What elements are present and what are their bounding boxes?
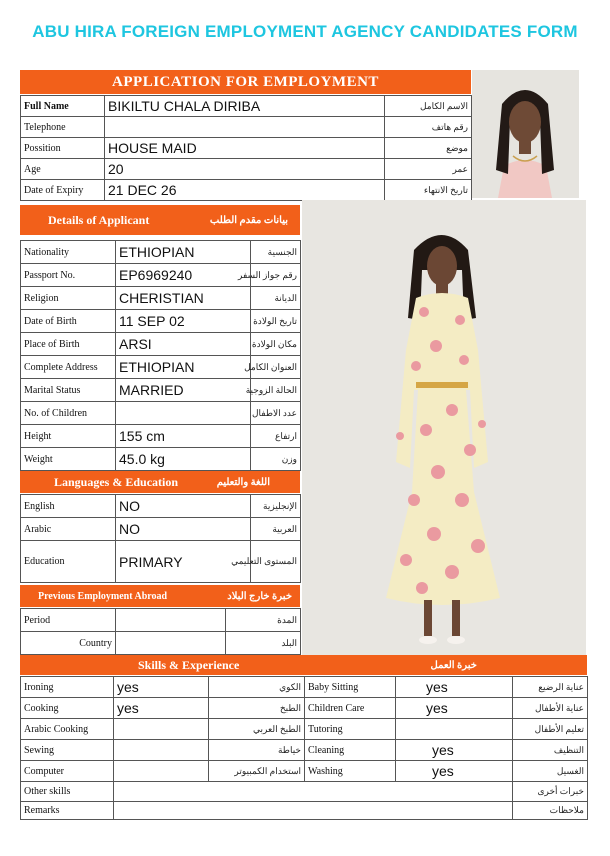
sewing-field[interactable]: [114, 740, 209, 761]
height-field[interactable]: 155 cm: [116, 425, 251, 448]
dob-field[interactable]: 11 SEP 02: [116, 310, 251, 333]
expiry-label: Date of Expiry: [21, 180, 105, 201]
country-arabic: البلد: [226, 632, 301, 655]
languages-section-header: [20, 471, 300, 493]
other-skills-label: Other skills: [21, 782, 114, 802]
dob-label: Date of Birth: [21, 310, 116, 333]
full-name-field[interactable]: BIKILTU CHALA DIRIBA: [105, 96, 385, 117]
field-row-age: [21, 159, 472, 180]
marital-label: Marital Status: [21, 379, 116, 402]
previous-employment-title: Previous Employment Abroad: [38, 590, 168, 602]
details-row: [21, 287, 301, 310]
arabic-cooking-label: Arabic Cooking: [21, 719, 114, 740]
address-label: Complete Address: [21, 356, 116, 379]
education-field[interactable]: PRIMARY: [116, 541, 251, 583]
skills-title: Skills & Experience: [138, 657, 240, 672]
marital-arabic: الحالة الزوجية: [251, 379, 301, 402]
passport-field[interactable]: EP6969240: [116, 264, 251, 287]
skills-table: [20, 676, 588, 820]
height-label: Height: [21, 425, 116, 448]
details-title: Details of Applicant: [48, 212, 150, 227]
telephone-field[interactable]: [105, 117, 385, 138]
baby-sitting-arabic: عناية الرضيع: [513, 677, 588, 698]
english-arabic: الإنجليزية: [251, 495, 301, 518]
remarks-label: Remarks: [21, 802, 114, 820]
form-title: APPLICATION FOR EMPLOYMENT: [20, 70, 471, 94]
full-body-portrait-icon: [302, 200, 586, 662]
pob-field[interactable]: ARSI: [116, 333, 251, 356]
age-arabic: عمر: [385, 159, 472, 180]
skills-row: [21, 740, 588, 761]
computer-arabic: استخدام الكمبيوتر: [209, 761, 305, 782]
details-row: [21, 425, 301, 448]
washing-label: Washing: [305, 761, 396, 782]
languages-row: [21, 495, 301, 518]
details-row: [21, 264, 301, 287]
children-care-arabic: عناية الأطفال: [513, 698, 588, 719]
details-row: [21, 448, 301, 471]
washing-field[interactable]: yes: [396, 761, 513, 782]
arabic-label: Arabic: [21, 518, 116, 541]
period-field[interactable]: [116, 609, 226, 632]
age-label: Age: [21, 159, 105, 180]
top-fields-table: [20, 95, 472, 201]
weight-arabic: وزن: [251, 448, 301, 471]
marital-field[interactable]: MARRIED: [116, 379, 251, 402]
full-name-label: Full Name: [21, 96, 105, 117]
details-row: [21, 310, 301, 333]
field-row-position: [21, 138, 472, 159]
other-skills-arabic: خبرات أخرى: [513, 782, 588, 802]
languages-title: Languages & Education: [54, 474, 179, 489]
previous-employment-table: [20, 608, 301, 655]
dob-arabic: تاريخ الولادة: [251, 310, 301, 333]
telephone-arabic: رقم هاتف: [385, 117, 472, 138]
field-row-full-name: [21, 96, 472, 117]
previous-employment-header: [20, 585, 300, 607]
skills-arabic-title: خبرة العمل: [430, 659, 477, 671]
languages-row: [21, 518, 301, 541]
arabic-cooking-field[interactable]: [114, 719, 209, 740]
skills-row: [21, 719, 588, 740]
cooking-label: Cooking: [21, 698, 114, 719]
period-row: [21, 609, 301, 632]
period-arabic: المدة: [226, 609, 301, 632]
cooking-arabic: الطبخ: [209, 698, 305, 719]
skills-row: [21, 698, 588, 719]
nationality-field[interactable]: ETHIOPIAN: [116, 241, 251, 264]
details-row: [21, 241, 301, 264]
children-field[interactable]: [116, 402, 251, 425]
country-row: [21, 632, 301, 655]
english-label: English: [21, 495, 116, 518]
languages-table: [20, 494, 301, 583]
children-care-field[interactable]: yes: [396, 698, 513, 719]
arabic-cooking-arabic: الطبخ العربي: [209, 719, 305, 740]
languages-row: [21, 541, 301, 583]
tutoring-arabic: تعليم الأطفال: [513, 719, 588, 740]
baby-sitting-field[interactable]: yes: [396, 677, 513, 698]
expiry-field[interactable]: 21 DEC 26: [105, 180, 385, 201]
remarks-arabic: ملاحظات: [513, 802, 588, 820]
country-label: Country: [21, 632, 116, 655]
address-field[interactable]: ETHIOPIAN: [116, 356, 251, 379]
cooking-field[interactable]: yes: [114, 698, 209, 719]
period-label: Period: [21, 609, 116, 632]
full-body-photo: [302, 200, 586, 662]
children-arabic: عدد الاطفال: [251, 402, 301, 425]
details-row: [21, 356, 301, 379]
ironing-label: Ironing: [21, 677, 114, 698]
sewing-label: Sewing: [21, 740, 114, 761]
ironing-field[interactable]: yes: [114, 677, 209, 698]
sewing-arabic: خياطة: [209, 740, 305, 761]
religion-field[interactable]: CHERISTIAN: [116, 287, 251, 310]
cleaning-label: Cleaning: [305, 740, 396, 761]
nationality-label: Nationality: [21, 241, 116, 264]
passport-label: Passport No.: [21, 264, 116, 287]
languages-arabic-title: اللغة والتعليم: [216, 476, 270, 488]
other-skills-field[interactable]: [114, 782, 513, 802]
details-table: [20, 240, 301, 471]
tutoring-label: Tutoring: [305, 719, 396, 740]
details-arabic-title: بيانات مقدم الطلب: [209, 214, 288, 226]
weight-label: Weight: [21, 448, 116, 471]
details-row: [21, 333, 301, 356]
baby-sitting-label: Baby Sitting: [305, 677, 396, 698]
computer-field[interactable]: [114, 761, 209, 782]
remarks-row: [21, 802, 588, 820]
nationality-arabic: الجنسية: [251, 241, 301, 264]
skills-row: [21, 761, 588, 782]
pob-arabic: مكان الولادة: [251, 333, 301, 356]
position-label: Possition: [21, 138, 105, 159]
children-care-label: Children Care: [305, 698, 396, 719]
details-section-header: [20, 205, 300, 235]
skills-row: [21, 677, 588, 698]
agency-title: ABU HIRA FOREIGN EMPLOYMENT AGENCY CANDIDATES FORM: [32, 22, 578, 41]
religion-arabic: الديانة: [251, 287, 301, 310]
country-field[interactable]: [116, 632, 226, 655]
computer-label: Computer: [21, 761, 114, 782]
height-arabic: ارتفاع: [251, 425, 301, 448]
skills-section-header: [20, 655, 587, 675]
weight-field[interactable]: 45.0 kg: [116, 448, 251, 471]
headshot-photo: [472, 70, 579, 198]
telephone-label: Telephone: [21, 117, 105, 138]
arabic-field[interactable]: NO: [116, 518, 251, 541]
position-field[interactable]: HOUSE MAID: [105, 138, 385, 159]
passport-arabic: رقم جواز السفر: [251, 264, 301, 287]
education-arabic: المستوى التعليمي: [251, 541, 301, 583]
washing-arabic: الغسيل: [513, 761, 588, 782]
details-row: [21, 402, 301, 425]
previous-employment-arabic-title: خبرة خارج البلاد: [227, 590, 292, 602]
remarks-field[interactable]: [114, 802, 513, 820]
cleaning-arabic: التنظيف: [513, 740, 588, 761]
ironing-arabic: الكوي: [209, 677, 305, 698]
religion-label: Religion: [21, 287, 116, 310]
children-label: No. of Children: [21, 402, 116, 425]
education-label: Education: [21, 541, 116, 583]
arabic-arabic: العربية: [251, 518, 301, 541]
age-field[interactable]: 20: [105, 159, 385, 180]
tutoring-field[interactable]: [396, 719, 513, 740]
position-arabic: موضع: [385, 138, 472, 159]
address-arabic: العنوان الكامل: [251, 356, 301, 379]
full-name-arabic: الاسم الكامل: [385, 96, 472, 117]
other-skills-row: [21, 782, 588, 802]
cleaning-field[interactable]: yes: [396, 740, 513, 761]
field-row-telephone: [21, 117, 472, 138]
pob-label: Place of Birth: [21, 333, 116, 356]
details-row: [21, 379, 301, 402]
field-row-expiry: [21, 180, 472, 201]
headshot-portrait-icon: [472, 70, 579, 198]
english-field[interactable]: NO: [116, 495, 251, 518]
expiry-arabic: تاريخ الانتهاء: [385, 180, 472, 201]
